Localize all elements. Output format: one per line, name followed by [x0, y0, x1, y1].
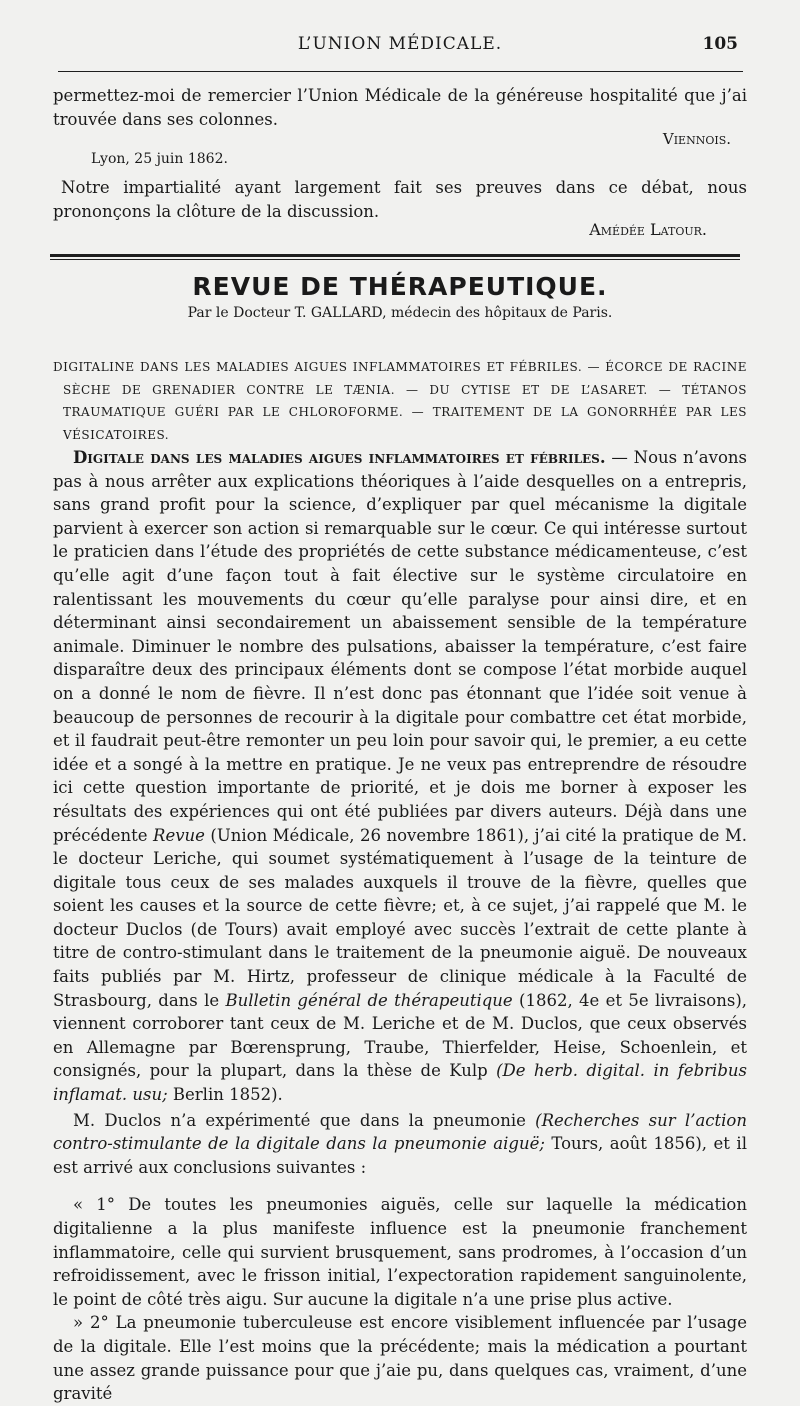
letter-signature: Viennois. [662, 130, 731, 149]
paragraph-1-text-d: Berlin 1852). [167, 1085, 283, 1105]
paragraph-1 [53, 446, 747, 1107]
paragraph-1-italic-a: Revue [153, 825, 205, 845]
page-number: 105 [702, 34, 738, 54]
editorial-text: Notre impartialité ayant largement fait ses preuves dans ce débat, nous prononçons la clôture de la discussion. [53, 178, 747, 221]
quote-paragraph-1: « 1° De toutes les pneumonies aiguës, celle sur laquelle la médication digitalienne a la plus manifeste influence est la pneumonie franchement inflammatoire, celle qui survient brusquement, sans prodromes, à l’occasion d’un refroidissement, avec le frisson initial, l’expectoration rapidement sanguinolente, le point de côté très aigu. Sur aucune la digitale n’a une prise plus active. [53, 1195, 747, 1309]
letter-place-date: Lyon, 25 juin 1862. [91, 151, 228, 168]
letter-end [53, 84, 747, 167]
header-rule [58, 71, 743, 72]
paragraph-1-italic-c: (De herb. digital. in febribus inflamat. usu; [53, 1061, 747, 1105]
paragraph-2-text-b: Tours, août 1856), et il est arrivé aux conclusions suivantes : [53, 1134, 747, 1177]
paragraph-2 [53, 1109, 747, 1180]
paragraph-1-text-b: (Union Médicale, 26 novembre 1861), j’ai cité la pratique de M. le docteur Leriche, qui soumet systématiquement à l’usage de la teinture de digitale tous ceux de ses malades auxquels il trouve de la fièvre, quelles que soient les causes et la source de cette fièvre; et, à ce sujet, j’ai rappelé que M. le docteur Duclos (de Tours) avait employé avec succès l’extrait de cette plante à titre de contro-stimulant dans le traitement de la pneumonie aiguë. De nouveaux faits publiés par M. Hirtz, professeur de clinique médicale à la Faculté de Strasbourg, dans le [53, 825, 747, 1010]
section-byline: Par le Docteur T. GALLARD, médecin des hôpitaux de Paris. [187, 305, 613, 321]
section-summary [53, 356, 747, 446]
paragraph-1-text-c: (1862, 4e et 5e livraisons), viennent corroborer tant ceux de M. Leriche et de M. Duclos, que ceux observés en Allemagne par Bœrensprung, Traube, Thierfelder, Heise, Schoenlein, et consignés, pour la plupart, dans la thèse de Kulp [53, 990, 748, 1081]
running-title: L’UNION MÉDICALE. [297, 34, 503, 54]
paragraph-1-text-a: — Nous n’avons pas à nous arrêter aux explications théoriques à l’aide desquelles on a entrepris, sans grand profit pour la science, d’expliquer par quel mécanisme la digitale parvient à exercer son action si remarquable sur le cœur. Ce qui intéresse surtout le praticien dans l’étude des propriétés de cette substance médicamenteuse, c’est qu’elle agit d’une façon tout à fait élective sur le système circulatoire en ralentissant les mouvements du cœur qu’elle paralyse pour ainsi dire, et en déterminant ainsi secondairement un abaissement sensible de la température animale. Diminuer le nombre des pulsations, abaisser la température, c’est faire disparaître deux des principaux éléments dont se compose l’état morbide auquel on a donné le nom de fièvre. Il n’est donc pas étonnant que l’idée soit venue à beaucoup de personnes de recourir à la digitale pour combattre cet état morbide, et il faudrait peut-être remonter un peu loin pour savoir qui, le premier, a eu cette idée et a songé à la mettre en pratique. Je ne veux pas entreprendre de résoudre ici cette question importante de priorité, et je dois me borner à exposer les résultats des expériences qui ont été publiées par divers auteurs. Déjà dans une précédente [53, 448, 747, 845]
paragraph-1-italic-b: Bulletin général de thérapeutique [225, 990, 513, 1010]
quote-paragraph-2: » 2° La pneumonie tuberculeuse est encore visiblement influencée par l’usage de la digitale. Elle l’est moins que la précédente; mais la médication a pourtant une assez grande puissance pour que j’aie pu, dans quelques cas, vraiment, d’une gravité [53, 1313, 747, 1404]
article-body [53, 446, 747, 1406]
section-heading [53, 272, 747, 321]
editorial-signature: Amédée Latour. [589, 220, 707, 240]
section-rule-bottom [50, 259, 740, 260]
paragraph-2-italic: (Recherches sur l’action contro-stimulante de la digitale dans la pneumonie aiguë; [53, 1110, 747, 1154]
summary-text: DIGITALINE DANS LES MALADIES AIGUES INFLAMMATOIRES ET FÉBRILES. — ÉCORCE DE RACINE SÈCHE DE GRENADIER CONTRE LE TÆNIA. — DU CYTISE ET DE L’ASARET. — TÉTANOS TRAUMATIQUE GUÉRI PAR LE CHLOROFORME. — TRAITEMENT DE LA GONORRHÉE PAR LES VÉSICATOIRES. [53, 360, 747, 442]
letter-closing: permettez-moi de remercier l’Union Médicale de la généreuse hospitalité que j’ai trouvée dans ses colonnes. [53, 86, 747, 129]
section-rule-top [50, 254, 740, 257]
editorial-note [53, 176, 747, 239]
paragraph-2-text-a: M. Duclos n’a expérimenté que dans la pneumonie [73, 1110, 536, 1130]
paragraph-1-heading: Digitale dans les maladies aigues inflammatoires et fébriles. [73, 448, 606, 467]
running-header [0, 34, 800, 64]
section-title: REVUE DE THÉRAPEUTIQUE. [192, 272, 608, 301]
